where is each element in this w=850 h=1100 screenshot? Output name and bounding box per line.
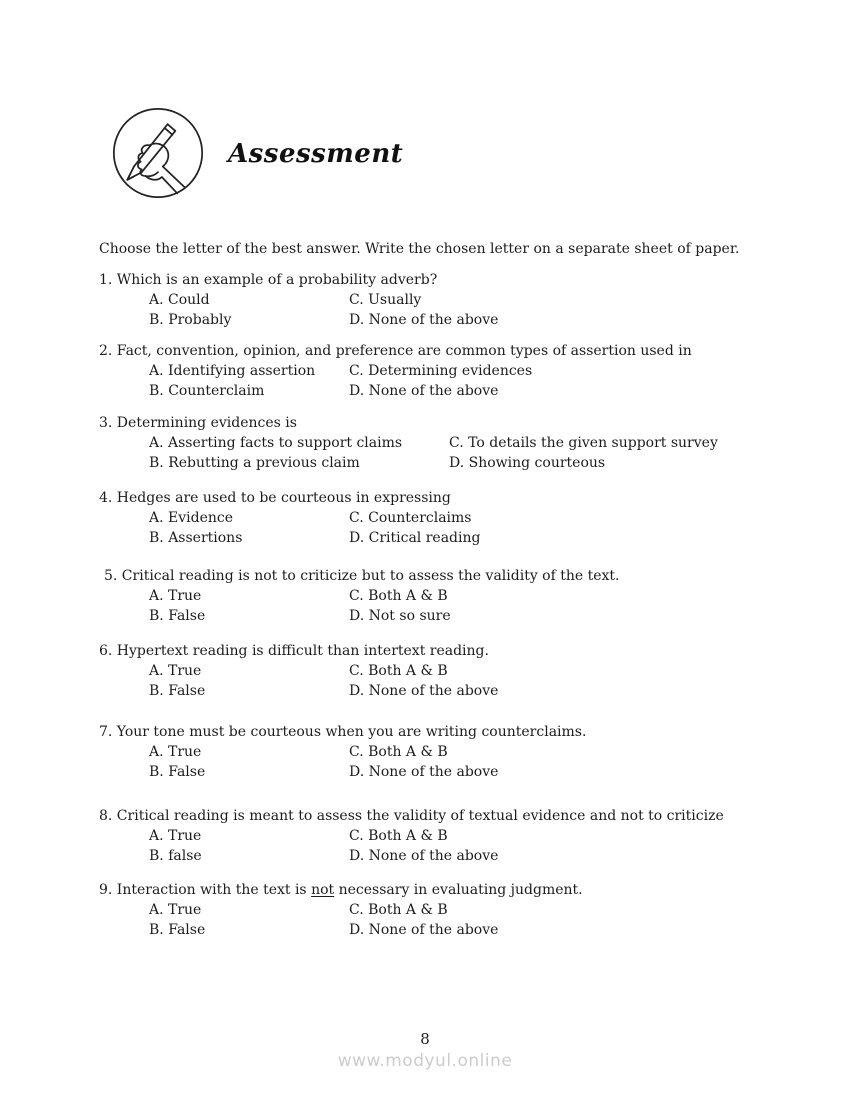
option-a: A. True bbox=[149, 744, 202, 760]
option-a: A. True bbox=[149, 902, 202, 918]
question-text bbox=[99, 880, 751, 900]
option-a: A. True bbox=[149, 828, 202, 844]
option-d: D. Critical reading bbox=[349, 530, 481, 546]
option-b: B. False bbox=[149, 608, 206, 624]
option-row bbox=[99, 846, 751, 866]
question-text: 8. Critical reading is meant to assess the validity of textual evidence and not to criticize bbox=[99, 808, 724, 824]
instruction-text: Choose the letter of the best answer. Write the chosen letter on a separate sheet of paper. bbox=[99, 241, 740, 257]
option-row bbox=[99, 453, 751, 473]
hand-writing-icon bbox=[110, 105, 206, 201]
question-list bbox=[99, 270, 751, 940]
option-b: B. false bbox=[149, 848, 202, 864]
option-row bbox=[99, 381, 751, 401]
option-d: D. None of the above bbox=[349, 922, 499, 938]
option-d: D. None of the above bbox=[349, 683, 499, 699]
option-row bbox=[99, 826, 751, 846]
option-row bbox=[99, 681, 751, 701]
option-a: A. Identifying assertion bbox=[149, 363, 316, 379]
option-b: B. False bbox=[149, 683, 206, 699]
option-row bbox=[99, 433, 751, 453]
question-text: 3. Determining evidences is bbox=[99, 415, 297, 431]
question-7 bbox=[99, 722, 751, 782]
option-c: C. Determining evidences bbox=[349, 363, 533, 379]
option-b: B. Probably bbox=[149, 312, 232, 328]
option-a: A. True bbox=[149, 588, 202, 604]
question-5 bbox=[99, 566, 751, 626]
option-b: B. False bbox=[149, 922, 206, 938]
option-row bbox=[99, 310, 751, 330]
option-c: C. Both A & B bbox=[349, 828, 448, 844]
option-a: A. Evidence bbox=[149, 510, 234, 526]
option-a: A. True bbox=[149, 663, 202, 679]
option-row bbox=[99, 290, 751, 310]
option-row bbox=[99, 508, 751, 528]
page-title: Assessment bbox=[228, 139, 404, 169]
option-d: D. None of the above bbox=[349, 312, 499, 328]
question-text-pre: 9. Interaction with the text is bbox=[99, 882, 312, 898]
page-number: 8 bbox=[420, 1030, 430, 1048]
hand-writing-icon-svg bbox=[110, 105, 206, 201]
question-text: 5. Critical reading is not to criticize but to assess the validity of the text. bbox=[104, 568, 620, 584]
question-9 bbox=[99, 880, 751, 940]
question-8 bbox=[99, 806, 751, 866]
option-d: D. Showing courteous bbox=[449, 455, 606, 471]
option-row bbox=[99, 920, 751, 940]
option-row bbox=[99, 528, 751, 548]
question-text: 2. Fact, convention, opinion, and preference are common types of assertion used in bbox=[99, 343, 692, 359]
option-b: B. Counterclaim bbox=[149, 383, 265, 399]
option-row bbox=[99, 361, 751, 381]
content-column bbox=[99, 239, 751, 940]
option-a: A. Asserting facts to support claims bbox=[149, 435, 403, 451]
option-row bbox=[99, 586, 751, 606]
option-row bbox=[99, 661, 751, 681]
option-d: D. None of the above bbox=[349, 848, 499, 864]
option-b: B. Assertions bbox=[149, 530, 243, 546]
option-d: D. Not so sure bbox=[349, 608, 451, 624]
question-text: 7. Your tone must be courteous when you are writing counterclaims. bbox=[99, 724, 587, 740]
question-1 bbox=[99, 270, 751, 330]
option-d: D. None of the above bbox=[349, 383, 499, 399]
option-c: C. Usually bbox=[349, 292, 422, 308]
option-row bbox=[99, 606, 751, 626]
option-a: A. Could bbox=[149, 292, 210, 308]
option-row bbox=[99, 900, 751, 920]
option-c: C. Both A & B bbox=[349, 744, 448, 760]
option-c: C. Both A & B bbox=[349, 663, 448, 679]
option-row bbox=[99, 762, 751, 782]
question-2 bbox=[99, 341, 751, 401]
question-text: 6. Hypertext reading is difficult than intertext reading. bbox=[99, 643, 489, 659]
question-4 bbox=[99, 488, 751, 548]
option-d: D. None of the above bbox=[349, 764, 499, 780]
option-c: C. Counterclaims bbox=[349, 510, 472, 526]
question-6 bbox=[99, 641, 751, 701]
question-text: 1. Which is an example of a probability adverb? bbox=[99, 272, 438, 288]
option-c: C. Both A & B bbox=[349, 902, 448, 918]
option-b: B. Rebutting a previous claim bbox=[149, 455, 360, 471]
watermark-text: www.modyul.online bbox=[337, 1051, 513, 1071]
question-text-post: necessary in evaluating judgment. bbox=[334, 882, 583, 898]
question-text: 4. Hedges are used to be courteous in expressing bbox=[99, 490, 451, 506]
option-b: B. False bbox=[149, 764, 206, 780]
question-text-underlined: not bbox=[311, 882, 335, 898]
question-3 bbox=[99, 413, 751, 473]
option-c: C. To details the given support survey bbox=[449, 435, 718, 451]
option-row bbox=[99, 742, 751, 762]
option-c: C. Both A & B bbox=[349, 588, 448, 604]
